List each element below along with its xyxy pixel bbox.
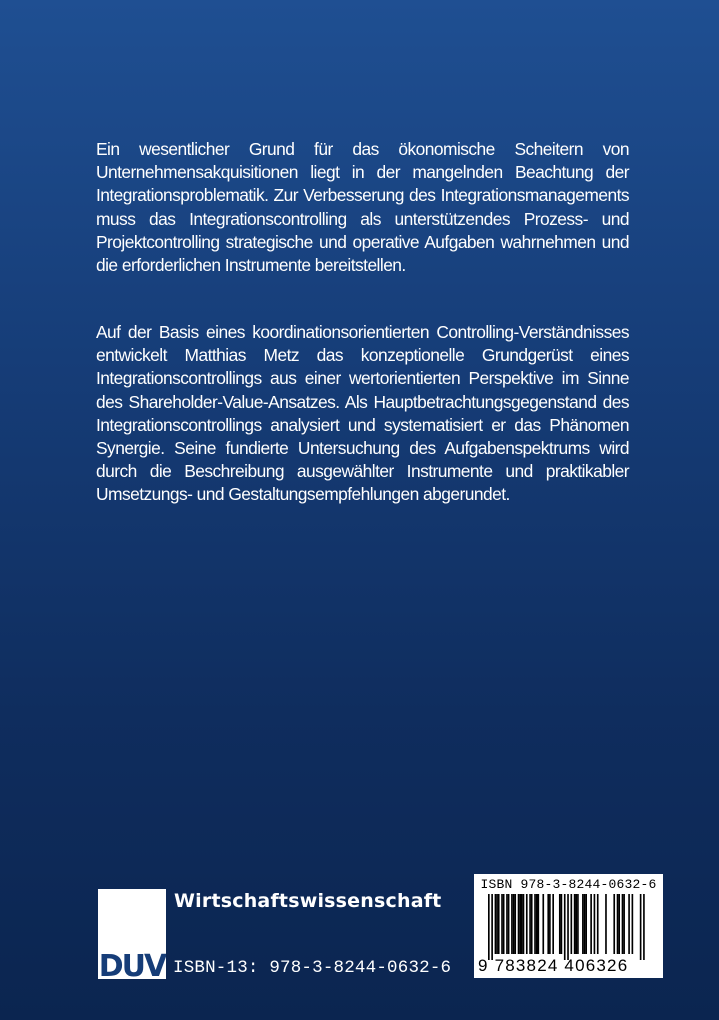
barcode-bar	[534, 894, 536, 954]
description-paragraph-1: Ein wesentlicher Grund für das ökonomische Scheitern von Unternehmensakquisitionen liegt in der mangelnden Beachtung der Integrationsproblematik. Zur Verbesserung des Integrationsmanagements muss das Integrationscontrolling als unterstützendes Prozess- und Projektcontrolling strategische und operative Aufgaben wahrnehmen und die erforderlichen Instrumente bereitstellen.	[96, 139, 629, 276]
barcode	[474, 874, 663, 978]
duv-logo	[98, 889, 166, 979]
barcode-bar	[521, 894, 523, 954]
barcode-digits: 9 783824 406326	[478, 956, 629, 975]
isbn13-label: ISBN-13: 978-3-8244-0632-6	[173, 958, 452, 978]
barcode-bar	[643, 894, 645, 960]
duv-logo-icon	[98, 889, 166, 979]
barcode-bar	[561, 894, 563, 954]
barcode-bar	[628, 894, 630, 954]
barcode-bar	[495, 894, 497, 954]
barcode-bar	[584, 894, 586, 954]
barcode-bar	[640, 894, 642, 960]
barcode-bar	[538, 894, 540, 954]
barcode-bar	[567, 894, 569, 960]
barcode-bar	[585, 894, 587, 954]
barcode-bar	[575, 894, 577, 954]
barcode-bar	[622, 894, 624, 954]
barcode-bar	[564, 894, 566, 960]
barcode-bar	[536, 894, 538, 954]
barcode-bar	[498, 894, 500, 954]
barcode-bar	[526, 894, 528, 954]
barcode-bar	[618, 894, 620, 954]
barcode-bar	[590, 894, 592, 954]
barcode-bar	[542, 894, 544, 954]
barcode-bar	[523, 894, 525, 954]
barcode-bar	[552, 894, 554, 954]
barcode-bar	[623, 894, 625, 954]
barcode-bar	[605, 894, 607, 954]
barcode-bar	[632, 894, 634, 954]
barcode-bar	[508, 894, 510, 954]
barcode-bar	[617, 894, 619, 954]
barcode-isbn-label: ISBN 978-3-8244-0632-6	[480, 877, 657, 892]
barcode-bar	[547, 894, 549, 954]
barcode-bar	[513, 894, 515, 954]
barcode-bar	[496, 894, 498, 954]
barcode-bar	[574, 894, 576, 954]
barcode-bar	[582, 894, 584, 954]
barcode-bar	[531, 894, 533, 954]
barcode-bar	[518, 894, 520, 954]
barcode-bar	[594, 894, 596, 954]
barcode-bar	[501, 894, 503, 954]
barcode-bar	[597, 894, 599, 954]
series-title: Wirtschaftswissenschaft	[174, 890, 442, 912]
barcode-bar	[491, 894, 493, 960]
barcode-bar	[529, 894, 531, 954]
barcode-bar	[488, 894, 490, 960]
description-paragraph-2: Auf der Basis eines koordinationsorientierten Controlling-Verständnisses entwickelt Matthias Metz das konzeptionelle Grundgerüst eines Integrationscontrollings aus einer wertorientierten Perspektive im Sinne des Shareholder-Value-Ansatzes. Als Hauptbetrachtungsgegenstand des Integrationscontrollings analysiert und systematisiert er das Phänomen Synergie. Seine fundierte Untersuchung des Aufgabenspektrums wird durch die Beschreibung ausgewählter Instrumente und praktikabler Umsetzungs- und Gestaltungsempfehlungen abgerundet.	[96, 322, 629, 505]
barcode-bar	[514, 894, 516, 954]
barcode-bar	[506, 894, 508, 954]
duv-logo-text: DUV	[98, 949, 166, 979]
barcode-bar	[511, 894, 513, 954]
barcode-bar	[559, 894, 561, 954]
barcode-bar	[577, 894, 579, 954]
barcode-bar	[503, 894, 505, 954]
barcode-bar	[613, 894, 615, 954]
barcode-bar	[571, 894, 573, 954]
barcode-bar	[519, 894, 521, 954]
barcode-bar	[549, 894, 551, 954]
